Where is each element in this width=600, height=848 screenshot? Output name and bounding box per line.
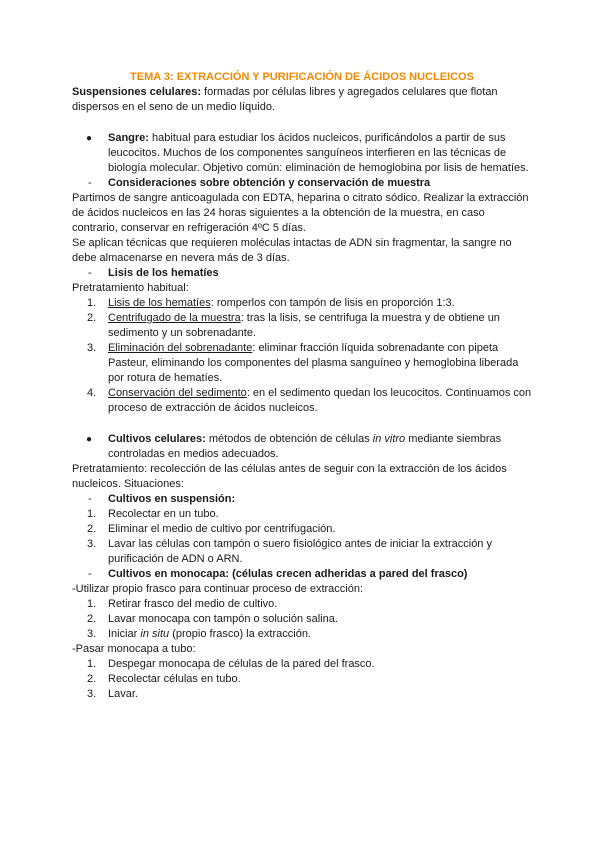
list-item <box>72 386 532 416</box>
list-item-term: Lisis de los hematíes <box>108 297 211 309</box>
monocapa-heading: Cultivos en monocapa: (células crecen adheridas a pared del frasco) <box>108 568 468 580</box>
list-item-term: Centrifugado de la muestra <box>108 312 241 324</box>
list-item <box>72 522 532 537</box>
list-number: 2. <box>87 613 97 625</box>
list-item-term: Conservación del sedimento <box>108 387 247 399</box>
list-number: 1. <box>87 658 97 670</box>
list-item <box>72 627 532 642</box>
dash-mark: - <box>88 493 92 505</box>
list-item-text: : eliminar fracción líquida sobrenadante con pipeta Pasteur, eliminando los componentes del plasma sanguíneo y hemoglobina liberada por rotura de hematíes. <box>108 342 519 384</box>
bullet-cultivos <box>72 432 532 462</box>
sangre-text: habitual para estudiar los ácidos nucleicos, purificándolos a partir de sus leucocitos. Muchos de los componentes sanguíneos interfieren en las técnicas de biología molecular. Objetivo común: eliminación de hemoglobina por lisis de hematíes. <box>108 132 529 174</box>
lisis-heading: Lisis de los hematíes <box>108 267 219 279</box>
list-item-text: Eliminar el medio de cultivo por centrifugación. <box>108 523 336 535</box>
dash-monocapa <box>72 567 532 582</box>
list-item-text: Recolectar en un tubo. <box>108 508 219 520</box>
list-item-text: Recolectar células en tubo. <box>108 673 241 685</box>
list-item-text: : romperlos con tampón de lisis en proporción 1:3. <box>210 297 455 309</box>
monocapa-intro-1: -Utilizar propio frasco para continuar proceso de extracción: <box>72 583 364 595</box>
list-item-text: Retirar frasco del medio de cultivo. <box>108 598 278 610</box>
dash-mark: - <box>88 177 92 189</box>
list-item <box>72 341 532 386</box>
list-number: 3. <box>87 342 97 354</box>
list-item <box>72 597 532 612</box>
list-item <box>72 657 532 672</box>
monocapa-intro-2: -Pasar monocapa a tubo: <box>72 643 196 655</box>
dash-suspension <box>72 492 532 507</box>
list-item <box>72 537 532 567</box>
list-number: 3. <box>87 538 97 550</box>
list-item-term: Eliminación del sobrenadante <box>108 342 253 354</box>
intro-paragraph <box>72 85 532 115</box>
cultivos-text: métodos de obtención de células <box>205 433 373 445</box>
suspension-heading: Cultivos en suspensión: <box>108 493 236 505</box>
page-title: TEMA 3: EXTRACCIÓN Y PURIFICACIÓN DE ÁCIDOS NUCLEICOS <box>130 71 474 83</box>
list-item-italic: in situ <box>140 628 170 640</box>
list-number: 3. <box>87 628 97 640</box>
intro-text: formadas por células libres y agregados celulares que flotan dispersos en el seno de un medio líquido. <box>72 86 498 113</box>
document-page <box>72 70 532 702</box>
list-item-text: Lavar. <box>108 688 138 700</box>
list-item-text: : en el sedimento quedan los leucocitos. Continuamos con proceso de extracción de ácidos nucleicos. <box>108 387 532 414</box>
bullet-icon: ● <box>86 133 93 144</box>
cultivos-italic: in vitro <box>372 433 406 445</box>
list-number: 1. <box>87 508 97 520</box>
list-item <box>72 311 532 341</box>
cultivos-pretratamiento: Pretratamiento: recolección de las células antes de seguir con la extracción de los ácidos nucleicos. Situaciones: <box>72 463 507 490</box>
dash-mark: - <box>88 267 92 279</box>
list-number: 2. <box>87 523 97 535</box>
list-number: 4. <box>87 387 97 399</box>
sangre-para2: Se aplican técnicas que requieren moléculas intactas de ADN sin fragmentar, la sangre no debe almacenarse en nevera más de 3 días. <box>72 237 512 264</box>
list-item-text: Despegar monocapa de células de la pared del frasco. <box>108 658 375 670</box>
cultivos-text: mediante siembras controladas en medios adecuados. <box>108 433 502 460</box>
list-number: 2. <box>87 312 97 324</box>
list-number: 2. <box>87 673 97 685</box>
sangre-term: Sangre: <box>108 132 149 144</box>
dash-consideraciones <box>72 176 532 191</box>
pretratamiento-label: Pretratamiento habitual: <box>72 282 189 294</box>
bullet-icon: ● <box>86 434 93 445</box>
list-item <box>72 296 532 311</box>
list-number: 3. <box>87 688 97 700</box>
list-item <box>72 507 532 522</box>
bullet-sangre <box>72 131 532 176</box>
dash-mark: - <box>88 568 92 580</box>
sangre-para1: Partimos de sangre anticoagulada con EDTA, heparina o citrato sódico. Realizar la extracción de ácidos nucleicos en las 24 horas siguientes a la obtención de la muestra, en caso contrario, conservar en refrigeración 4ºC 5 días. <box>72 192 529 234</box>
list-item-text: : tras la lisis, se centrifuga la muestra y de obtiene un sedimento y un sobrenadante. <box>108 312 500 339</box>
list-item-text: Iniciar <box>108 628 141 640</box>
consideraciones-heading: Consideraciones sobre obtención y conservación de muestra <box>108 177 431 189</box>
list-item <box>72 687 532 702</box>
cultivos-term: Cultivos celulares: <box>108 433 206 445</box>
intro-term: Suspensiones celulares: <box>72 86 201 98</box>
list-item <box>72 672 532 687</box>
list-item <box>72 612 532 627</box>
list-number: 1. <box>87 297 97 309</box>
list-item-text: (propio frasco) la extracción. <box>169 628 311 640</box>
list-number: 1. <box>87 598 97 610</box>
list-item-text: Lavar monocapa con tampón o solución salina. <box>108 613 338 625</box>
list-item-text: Lavar las células con tampón o suero fisiológico antes de iniciar la extracción y purificación de ADN o ARN. <box>108 538 492 565</box>
dash-lisis <box>72 266 532 281</box>
